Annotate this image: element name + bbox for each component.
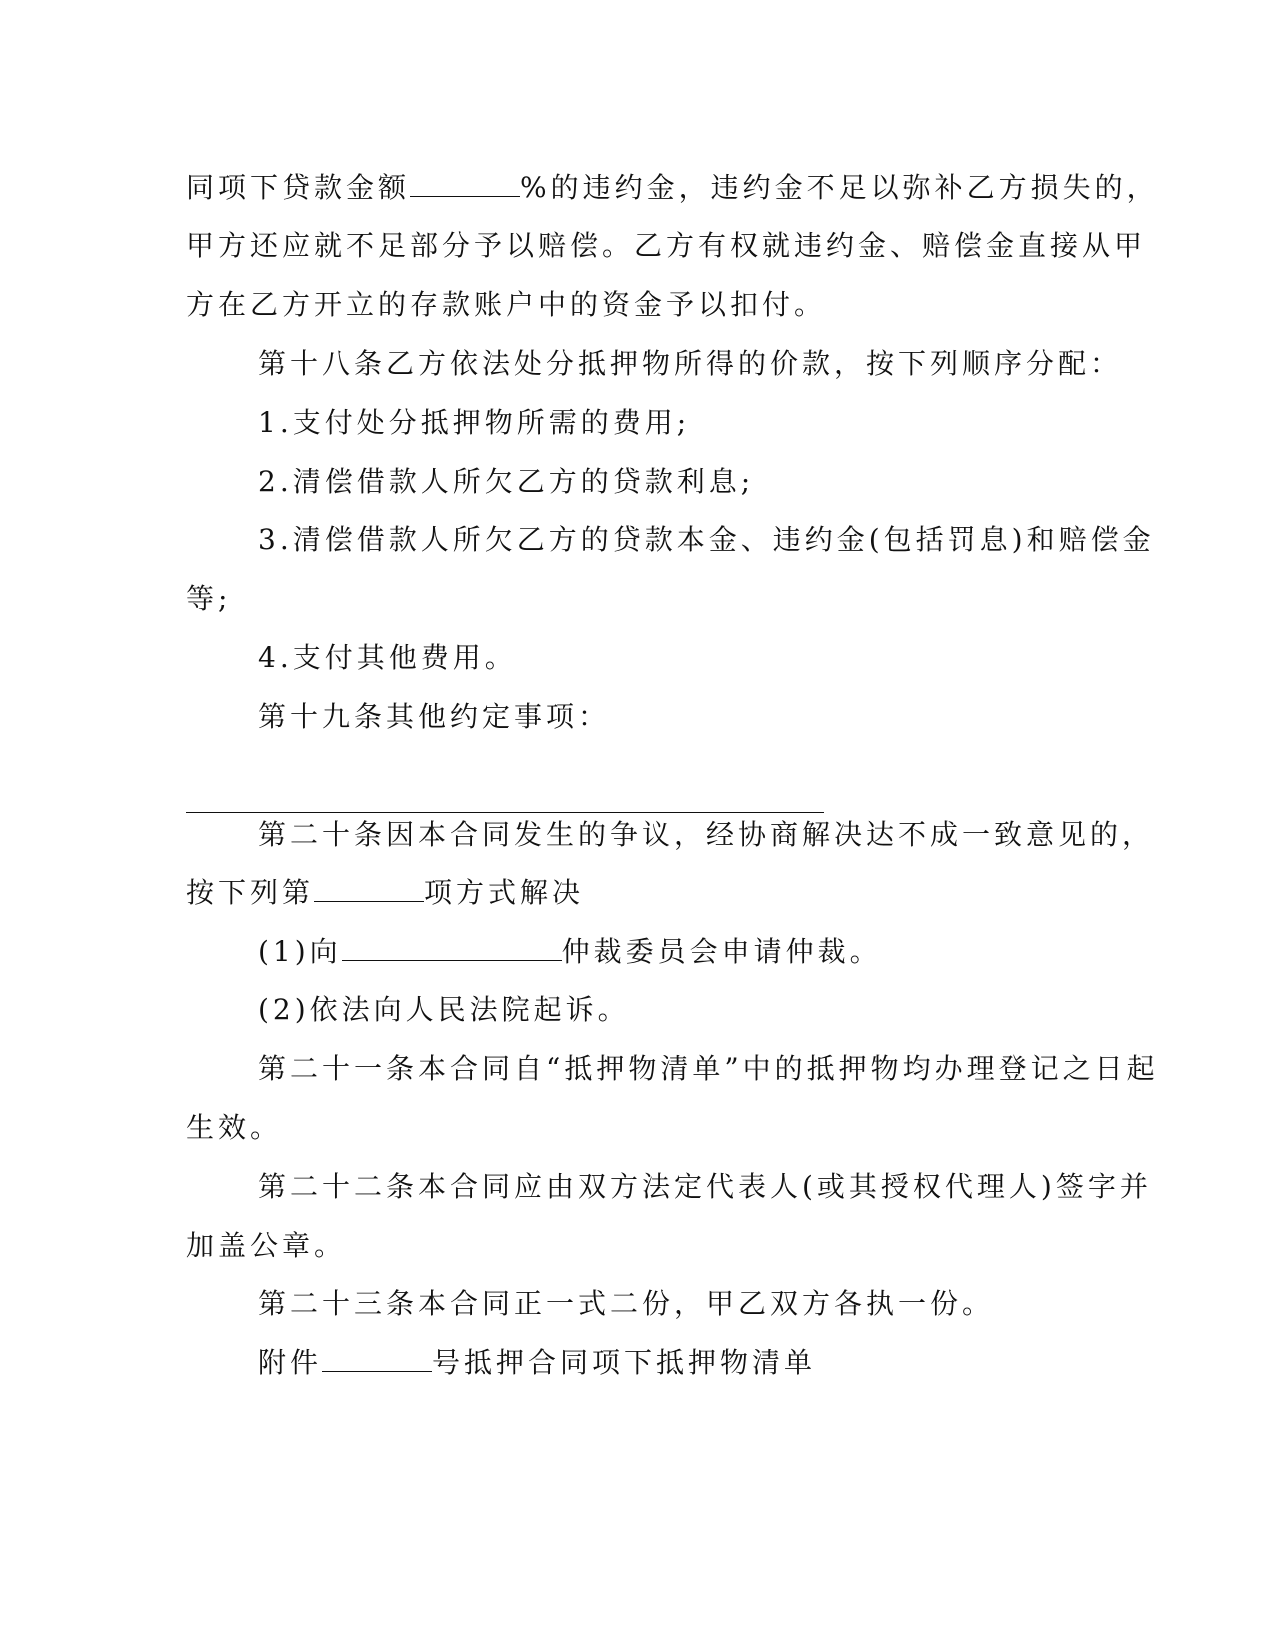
- attachment-line: [258, 1343, 816, 1383]
- text-line: 方在乙方开立的存款账户中的资金予以扣付。: [186, 288, 827, 321]
- list-item: 4.支付其他费用。: [258, 641, 517, 674]
- text-line: [186, 168, 1159, 208]
- fill-in-blank: [342, 934, 562, 961]
- text-segment: 仲裁委员会申请仲裁。: [561, 935, 882, 968]
- list-item: (2)依法向人民法院起诉。: [258, 993, 630, 1026]
- list-item: [258, 932, 882, 972]
- fill-in-blank: [322, 1345, 432, 1372]
- text-segment: 按下列第: [186, 876, 315, 909]
- text-segment: 同项下贷款金额: [186, 171, 411, 204]
- fill-in-blank: [410, 170, 520, 197]
- text-line: 生效。: [186, 1111, 283, 1144]
- text-line: 甲方还应就不足部分予以赔偿。乙方有权就违约金、赔偿金直接从甲: [186, 229, 1147, 262]
- list-item: 1.支付处分抵押物所需的费用;: [258, 406, 691, 439]
- text-segment: %的违约金，违约金不足以弥补乙方损失的，: [520, 171, 1159, 204]
- text-line: 等;: [186, 582, 232, 615]
- text-segment: (1)向: [258, 935, 342, 968]
- text-segment: 号抵押合同项下抵押物清单: [432, 1346, 817, 1379]
- article-21-heading: 第二十一条本合同自“抵押物清单”中的抵押物均办理登记之日起: [258, 1052, 1159, 1085]
- fill-in-blank: [314, 875, 424, 902]
- list-item: 2.清偿借款人所欠乙方的贷款利息;: [258, 465, 755, 498]
- article-18-heading: 第十八条乙方依法处分抵押物所得的价款，按下列顺序分配：: [258, 347, 1123, 380]
- text-line: [186, 873, 584, 913]
- text-line: 加盖公章。: [186, 1229, 347, 1262]
- list-item: 3.清偿借款人所欠乙方的贷款本金、违约金(包括罚息)和赔偿金: [258, 523, 1155, 556]
- text-segment: 项方式解决: [424, 876, 585, 909]
- article-23-heading: 第二十三条本合同正一式二份，甲乙双方各执一份。: [258, 1287, 995, 1320]
- fill-in-line: [186, 812, 824, 813]
- text-segment: 附件: [258, 1346, 323, 1379]
- article-20-heading: 第二十条因本合同发生的争议，经协商解决达不成一致意见的，: [258, 818, 1155, 851]
- article-22-heading: 第二十二条本合同应由双方法定代表人(或其授权代理人)签字并: [258, 1170, 1152, 1203]
- article-19-heading: 第十九条其他约定事项：: [258, 700, 611, 733]
